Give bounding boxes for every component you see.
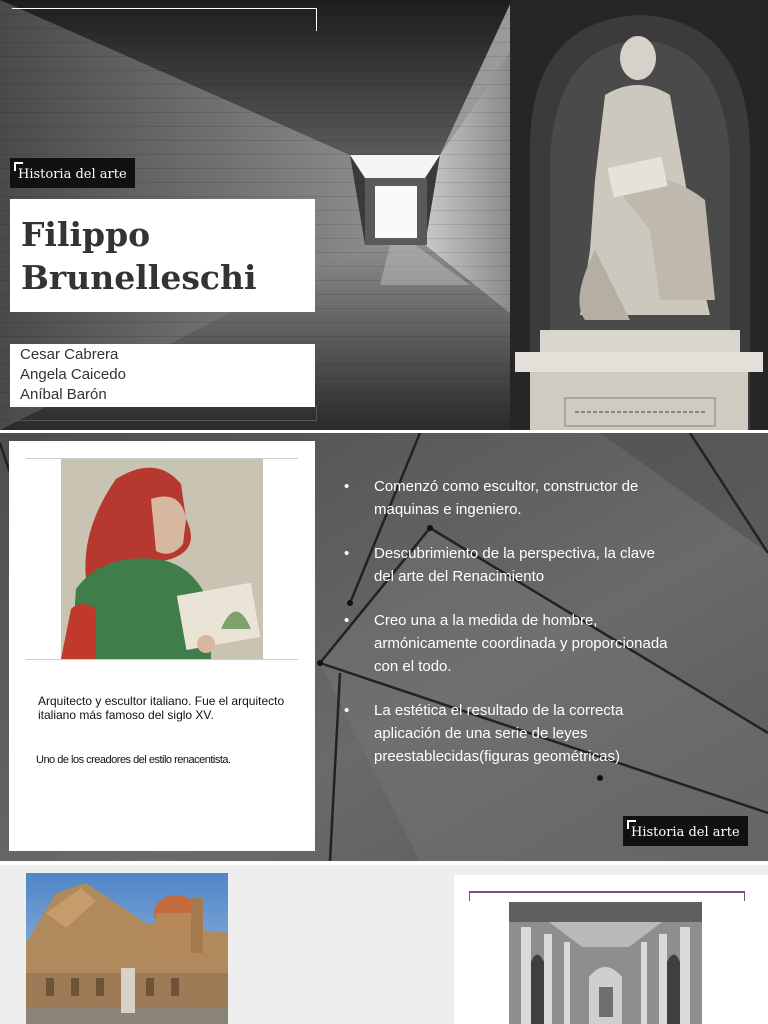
section-tag-label: Historia del arte — [18, 167, 127, 182]
bottom-decorative-line — [10, 405, 317, 421]
author-name: Angela Caicedo — [20, 366, 126, 383]
basilica-interior-photo — [509, 902, 702, 1024]
top-decorative-line — [12, 8, 317, 31]
interior-card — [454, 875, 768, 1024]
author-name: Cesar Cabrera — [20, 346, 119, 363]
statue-photo — [510, 0, 768, 430]
biography-slide — [0, 433, 768, 861]
brunelleschi-portrait — [61, 459, 263, 659]
section-tag — [623, 816, 748, 846]
presentation-title — [21, 213, 306, 299]
authors-box — [10, 344, 315, 407]
author-name: Aníbal Barón — [20, 386, 107, 403]
list-item: • Comenzó como escultor, constructor de maquinas e ingeniero. — [344, 475, 674, 521]
list-item: • Creo una a la medida de hombre, armónicamente coordinada y proporcionada con el todo. — [344, 609, 674, 678]
basilica-exterior-photo — [26, 873, 228, 1024]
section-tag-label: Historia del arte — [631, 825, 740, 840]
title-line-1: Filippo — [21, 215, 151, 254]
title-slide — [0, 0, 768, 430]
biography-text: Arquitecto y escultor italiano. Fue el arquitecto italiano más famoso del siglo XV. — [38, 694, 285, 722]
facts-list — [344, 475, 674, 768]
title-box — [10, 199, 315, 312]
style-text: Uno de los creadores del estilo renacentista. — [36, 754, 231, 766]
title-line-2: Brunelleschi — [21, 258, 257, 297]
biography-card — [9, 441, 315, 851]
accent-line — [469, 891, 745, 901]
list-item: • La estética el resultado de la correcta aplicación de una serie de leyes preestablecidas(figuras geométricas) — [344, 699, 674, 768]
architecture-slide — [0, 865, 768, 1024]
section-tag — [10, 158, 135, 188]
list-item: • Descubrimiento de la perspectiva, la clave del arte del Renacimiento — [344, 542, 674, 588]
